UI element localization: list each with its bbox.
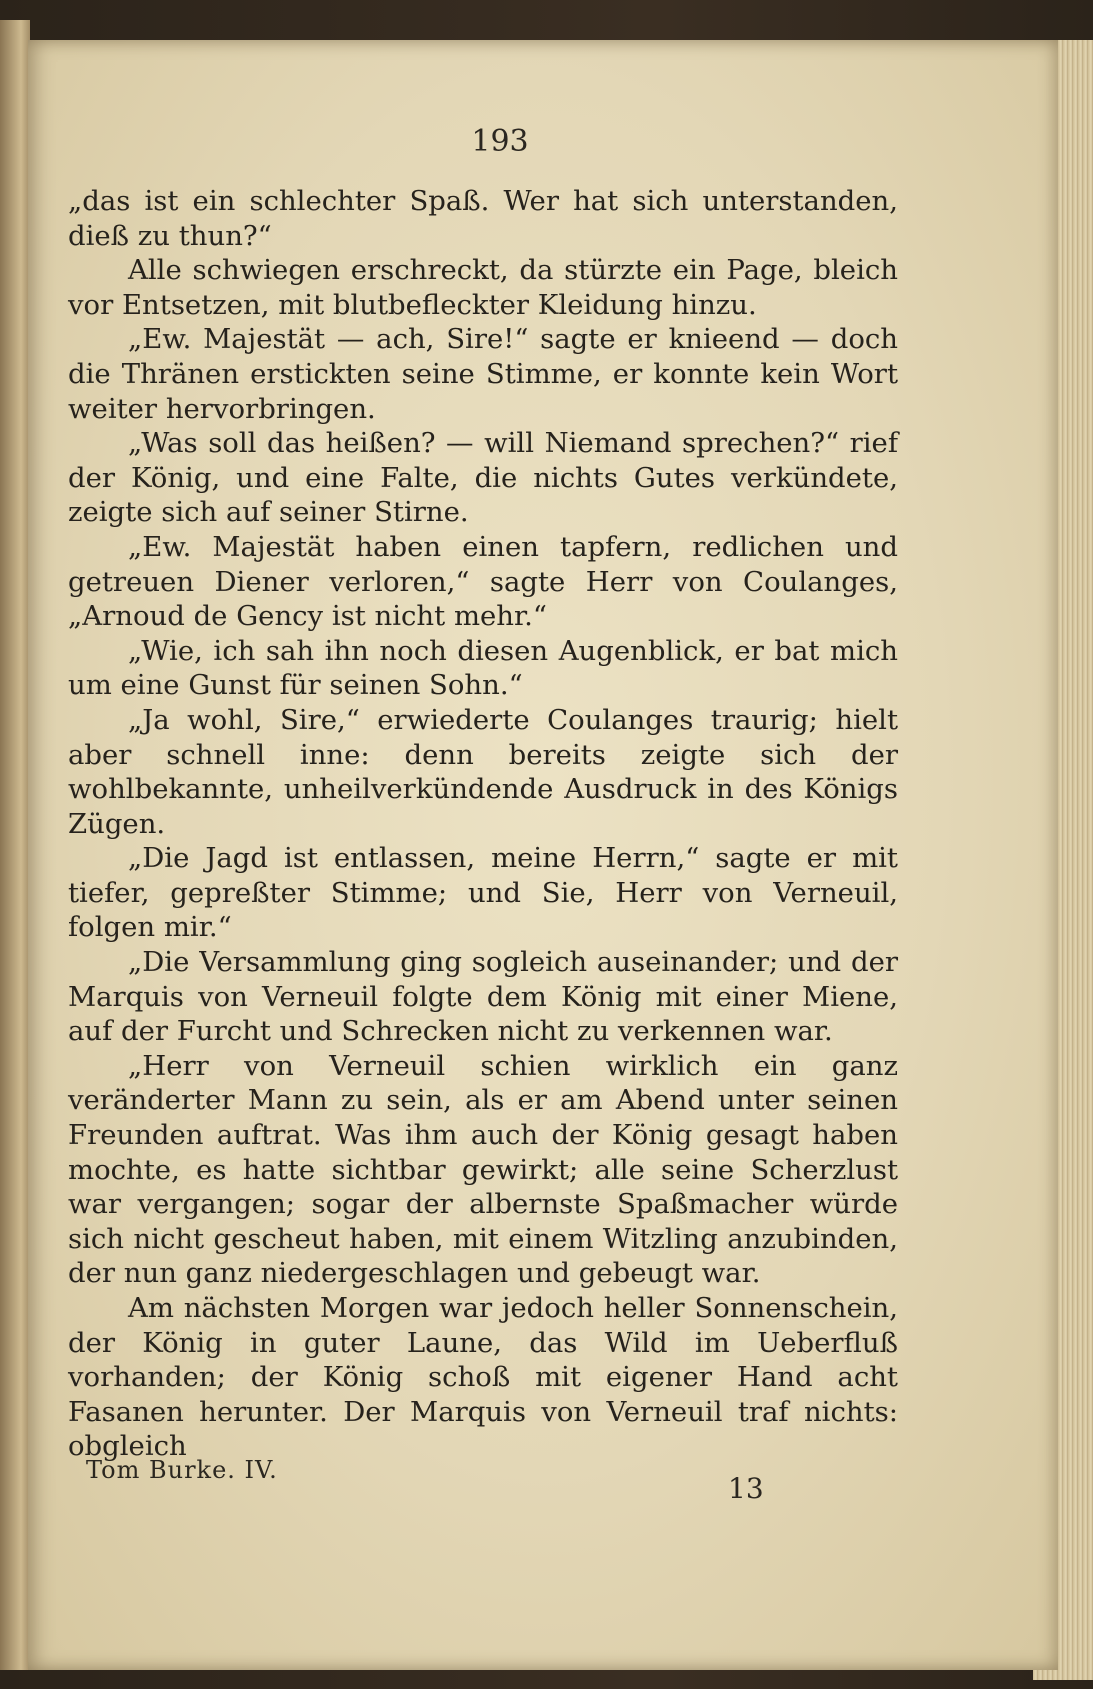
paragraph: „Wie, ich sah ihn noch diesen Augenblick, er bat mich um eine Gunst für seinen Sohn.“ <box>68 634 898 702</box>
left-page-edge <box>0 20 30 1670</box>
paragraph: „Ja wohl, Sire,“ erwiederte Coulanges traurig; hielt aber schnell inne: denn bereits zeigte sich der wohlbekannte, unheilverkündende Ausdruck in des Königs Zügen. <box>68 703 898 840</box>
paragraph: „Ew. Majestät — ach, Sire!“ sagte er knieend — doch die Thränen erstickten seine Stimme, er konnte kein Wort weiter hervorbringen. <box>68 323 898 425</box>
paragraph: „das ist ein schlechter Spaß. Wer hat sich unterstanden, dieß zu thun?“ <box>68 185 898 252</box>
paragraph: „Die Versammlung ging sogleich auseinander; und der Marquis von Verneuil folgte dem König mit einer Miene, auf der Furcht und Schrecken nicht zu verkennen war. <box>68 946 898 1048</box>
page-number: 193 <box>471 124 529 159</box>
paragraph: „Herr von Verneuil schien wirklich ein ganz veränderter Mann zu sein, als er am Abend unter seinen Freunden auftrat. Was ihm auch der König gesagt haben mochte, es hatte sichtbar gewirkt; alle seine Scherzlust war vergangen; sogar der albernste Spaßmacher würde sich nicht gescheut haben, mit einem Witzling anzubinden, der nun ganz niedergeschlagen und gebeugt war. <box>68 1049 898 1290</box>
page-text <box>68 184 898 1464</box>
paragraph: Am nächsten Morgen war jedoch heller Sonnenschein, der König in guter Laune, das Wild im Ueberfluß vorhanden; der König schoß mit eigener Hand acht Fasanen herunter. Der Marquis von Verneuil traf nichts: obgleich <box>68 1292 898 1463</box>
paragraph: „Was soll das heißen? — will Niemand sprechen?“ rief der König, und eine Falte, die nichts Gutes verkündete, zeigte sich auf seiner Stirne. <box>68 427 898 529</box>
footer-sheet-number: 13 <box>728 1472 764 1505</box>
footer-signature: Tom Burke. IV. <box>86 1456 278 1484</box>
paragraph: „Ew. Majestät haben einen tapfern, redlichen und getreuen Diener verloren,“ sagte Herr von Coulanges, „Arnoud de Gency ist nicht mehr.“ <box>68 530 898 633</box>
paragraph: „Die Jagd ist entlassen, meine Herrn,“ sagte er mit tiefer, gepreßter Stimme; und Sie, Herr von Verneuil, folgen mir.“ <box>68 842 898 944</box>
paragraph: Alle schwiegen erschreckt, da stürzte ein Page, bleich vor Entsetzen, mit blutbefleckter Kleidung hinzu. <box>68 254 898 321</box>
